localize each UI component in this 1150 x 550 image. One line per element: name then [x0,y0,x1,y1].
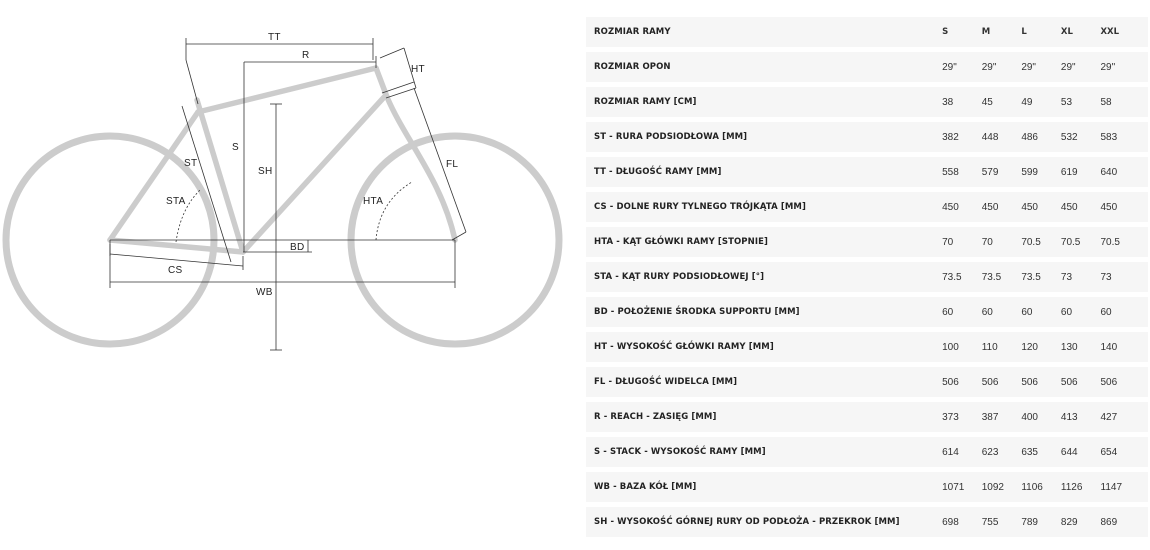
row-label: HT - WYSOKOŚĆ GŁÓWKI RAMY [MM] [586,332,942,362]
row-value: 506 [1021,367,1061,397]
row-value: 29" [1061,52,1101,82]
row-value: 1071 [942,472,982,502]
row-value: 506 [1101,367,1149,397]
dimension-lines [110,38,466,350]
row-value: 373 [942,402,982,432]
row-value: 49 [1021,87,1061,117]
row-value: 73 [1101,262,1149,292]
row-value: 450 [1061,192,1101,222]
row-value: 29" [982,52,1022,82]
row-label: ROZMIAR OPON [586,52,942,82]
row-value: 654 [1101,437,1149,467]
row-value: 506 [942,367,982,397]
row-value: 387 [982,402,1022,432]
row-value: 45 [982,87,1022,117]
row-value: 1106 [1021,472,1061,502]
row-value: 506 [1061,367,1101,397]
row-value: 70 [982,227,1022,257]
row-value: 70.5 [1061,227,1101,257]
label-cs: CS [168,265,183,276]
row-value: 579 [982,157,1022,187]
row-value: 698 [942,507,982,537]
row-value: 73.5 [982,262,1022,292]
row-value: 29" [1101,52,1149,82]
row-value: 829 [1061,507,1101,537]
row-value: 130 [1061,332,1101,362]
row-value: 70.5 [1021,227,1061,257]
row-value: 29" [1021,52,1061,82]
table-row [586,122,1148,152]
row-value: 450 [1021,192,1061,222]
table-row [586,87,1148,117]
row-label: ST - RURA PODSIODŁOWA [MM] [586,122,942,152]
row-value: 869 [1101,507,1149,537]
row-value: 382 [942,122,982,152]
header-size: XXL [1101,17,1149,47]
row-value: 60 [982,297,1022,327]
row-value: 70.5 [1101,227,1149,257]
bike-frame [110,68,455,252]
row-value: 635 [1021,437,1061,467]
table-row [586,402,1148,432]
row-label: TT - DŁUGOŚĆ RAMY [MM] [586,157,942,187]
table-row [586,472,1148,502]
row-value: 486 [1021,122,1061,152]
seat-stay [110,112,198,240]
row-value: 427 [1101,402,1149,432]
row-value: 623 [982,437,1022,467]
head-tube [376,68,387,97]
chain-stay [110,240,243,252]
label-wb: WB [256,287,273,298]
row-value: 450 [1101,192,1149,222]
label-tt: TT [268,32,281,43]
row-label: ROZMIAR RAMY [CM] [586,87,942,117]
bike-geometry-diagram [0,0,570,550]
row-label: WB - BAZA KÓŁ [MM] [586,472,942,502]
row-label: R - REACH - ZASIĘG [MM] [586,402,942,432]
label-bd: BD [290,242,305,253]
row-value: 110 [982,332,1022,362]
row-label: BD - POŁOŻENIE ŚRODKA SUPPORTU [MM] [586,297,942,327]
label-s: S [232,142,239,153]
table-row [586,367,1148,397]
geometry-table-body [586,17,1148,537]
table-row [586,192,1148,222]
row-label: SH - WYSOKOŚĆ GÓRNEJ RURY OD PODŁOŻA - PRZEKROK [MM] [586,507,942,537]
table-row [586,157,1148,187]
row-value: 413 [1061,402,1101,432]
header-size: M [982,17,1022,47]
row-value: 614 [942,437,982,467]
label-st: ST [184,158,198,169]
table-header-row [586,17,1148,47]
row-value: 619 [1061,157,1101,187]
row-value: 38 [942,87,982,117]
row-value: 60 [1021,297,1061,327]
row-value: 58 [1101,87,1149,117]
header-size: XL [1061,17,1101,47]
row-value: 532 [1061,122,1101,152]
row-value: 29" [942,52,982,82]
row-value: 140 [1101,332,1149,362]
row-value: 450 [982,192,1022,222]
row-value: 100 [942,332,982,362]
row-value: 450 [942,192,982,222]
row-value: 1126 [1061,472,1101,502]
label-ht: HT [411,64,425,75]
table-row [586,437,1148,467]
row-value: 400 [1021,402,1061,432]
row-label: FL - DŁUGOŚĆ WIDELCA [MM] [586,367,942,397]
row-value: 789 [1021,507,1061,537]
row-value: 558 [942,157,982,187]
fork [387,97,455,240]
row-value: 60 [1061,297,1101,327]
table-row [586,227,1148,257]
row-value: 60 [942,297,982,327]
row-label: STA - KĄT RURY PODSIODŁOWEJ [°] [586,262,942,292]
row-value: 583 [1101,122,1149,152]
label-r: R [302,50,310,61]
label-hta: HTA [363,196,384,207]
row-value: 53 [1061,87,1101,117]
geometry-table [586,12,1148,542]
label-fl: FL [446,159,459,170]
header-size: S [942,17,982,47]
row-value: 640 [1101,157,1149,187]
label-sta: STA [166,196,186,207]
top-tube [198,68,376,112]
row-value: 60 [1101,297,1149,327]
row-label: HTA - KĄT GŁÓWKI RAMY [STOPNIE] [586,227,942,257]
header-size: L [1021,17,1061,47]
row-value: 448 [982,122,1022,152]
row-value: 120 [1021,332,1061,362]
row-value: 73.5 [1021,262,1061,292]
row-value: 599 [1021,157,1061,187]
row-value: 1092 [982,472,1022,502]
header-label: ROZMIAR RAMY [586,17,942,47]
row-label: CS - DOLNE RURY TYLNEGO TRÓJKĄTA [MM] [586,192,942,222]
row-value: 70 [942,227,982,257]
row-value: 73.5 [942,262,982,292]
row-value: 644 [1061,437,1101,467]
row-value: 506 [982,367,1022,397]
label-sh: SH [258,166,273,177]
table-row [586,297,1148,327]
row-value: 73 [1061,262,1101,292]
table-row [586,332,1148,362]
table-row [586,262,1148,292]
row-label: S - STACK - WYSOKOŚĆ RAMY [MM] [586,437,942,467]
row-value: 1147 [1101,472,1149,502]
row-value: 755 [982,507,1022,537]
table-row [586,507,1148,537]
table-row [586,52,1148,82]
